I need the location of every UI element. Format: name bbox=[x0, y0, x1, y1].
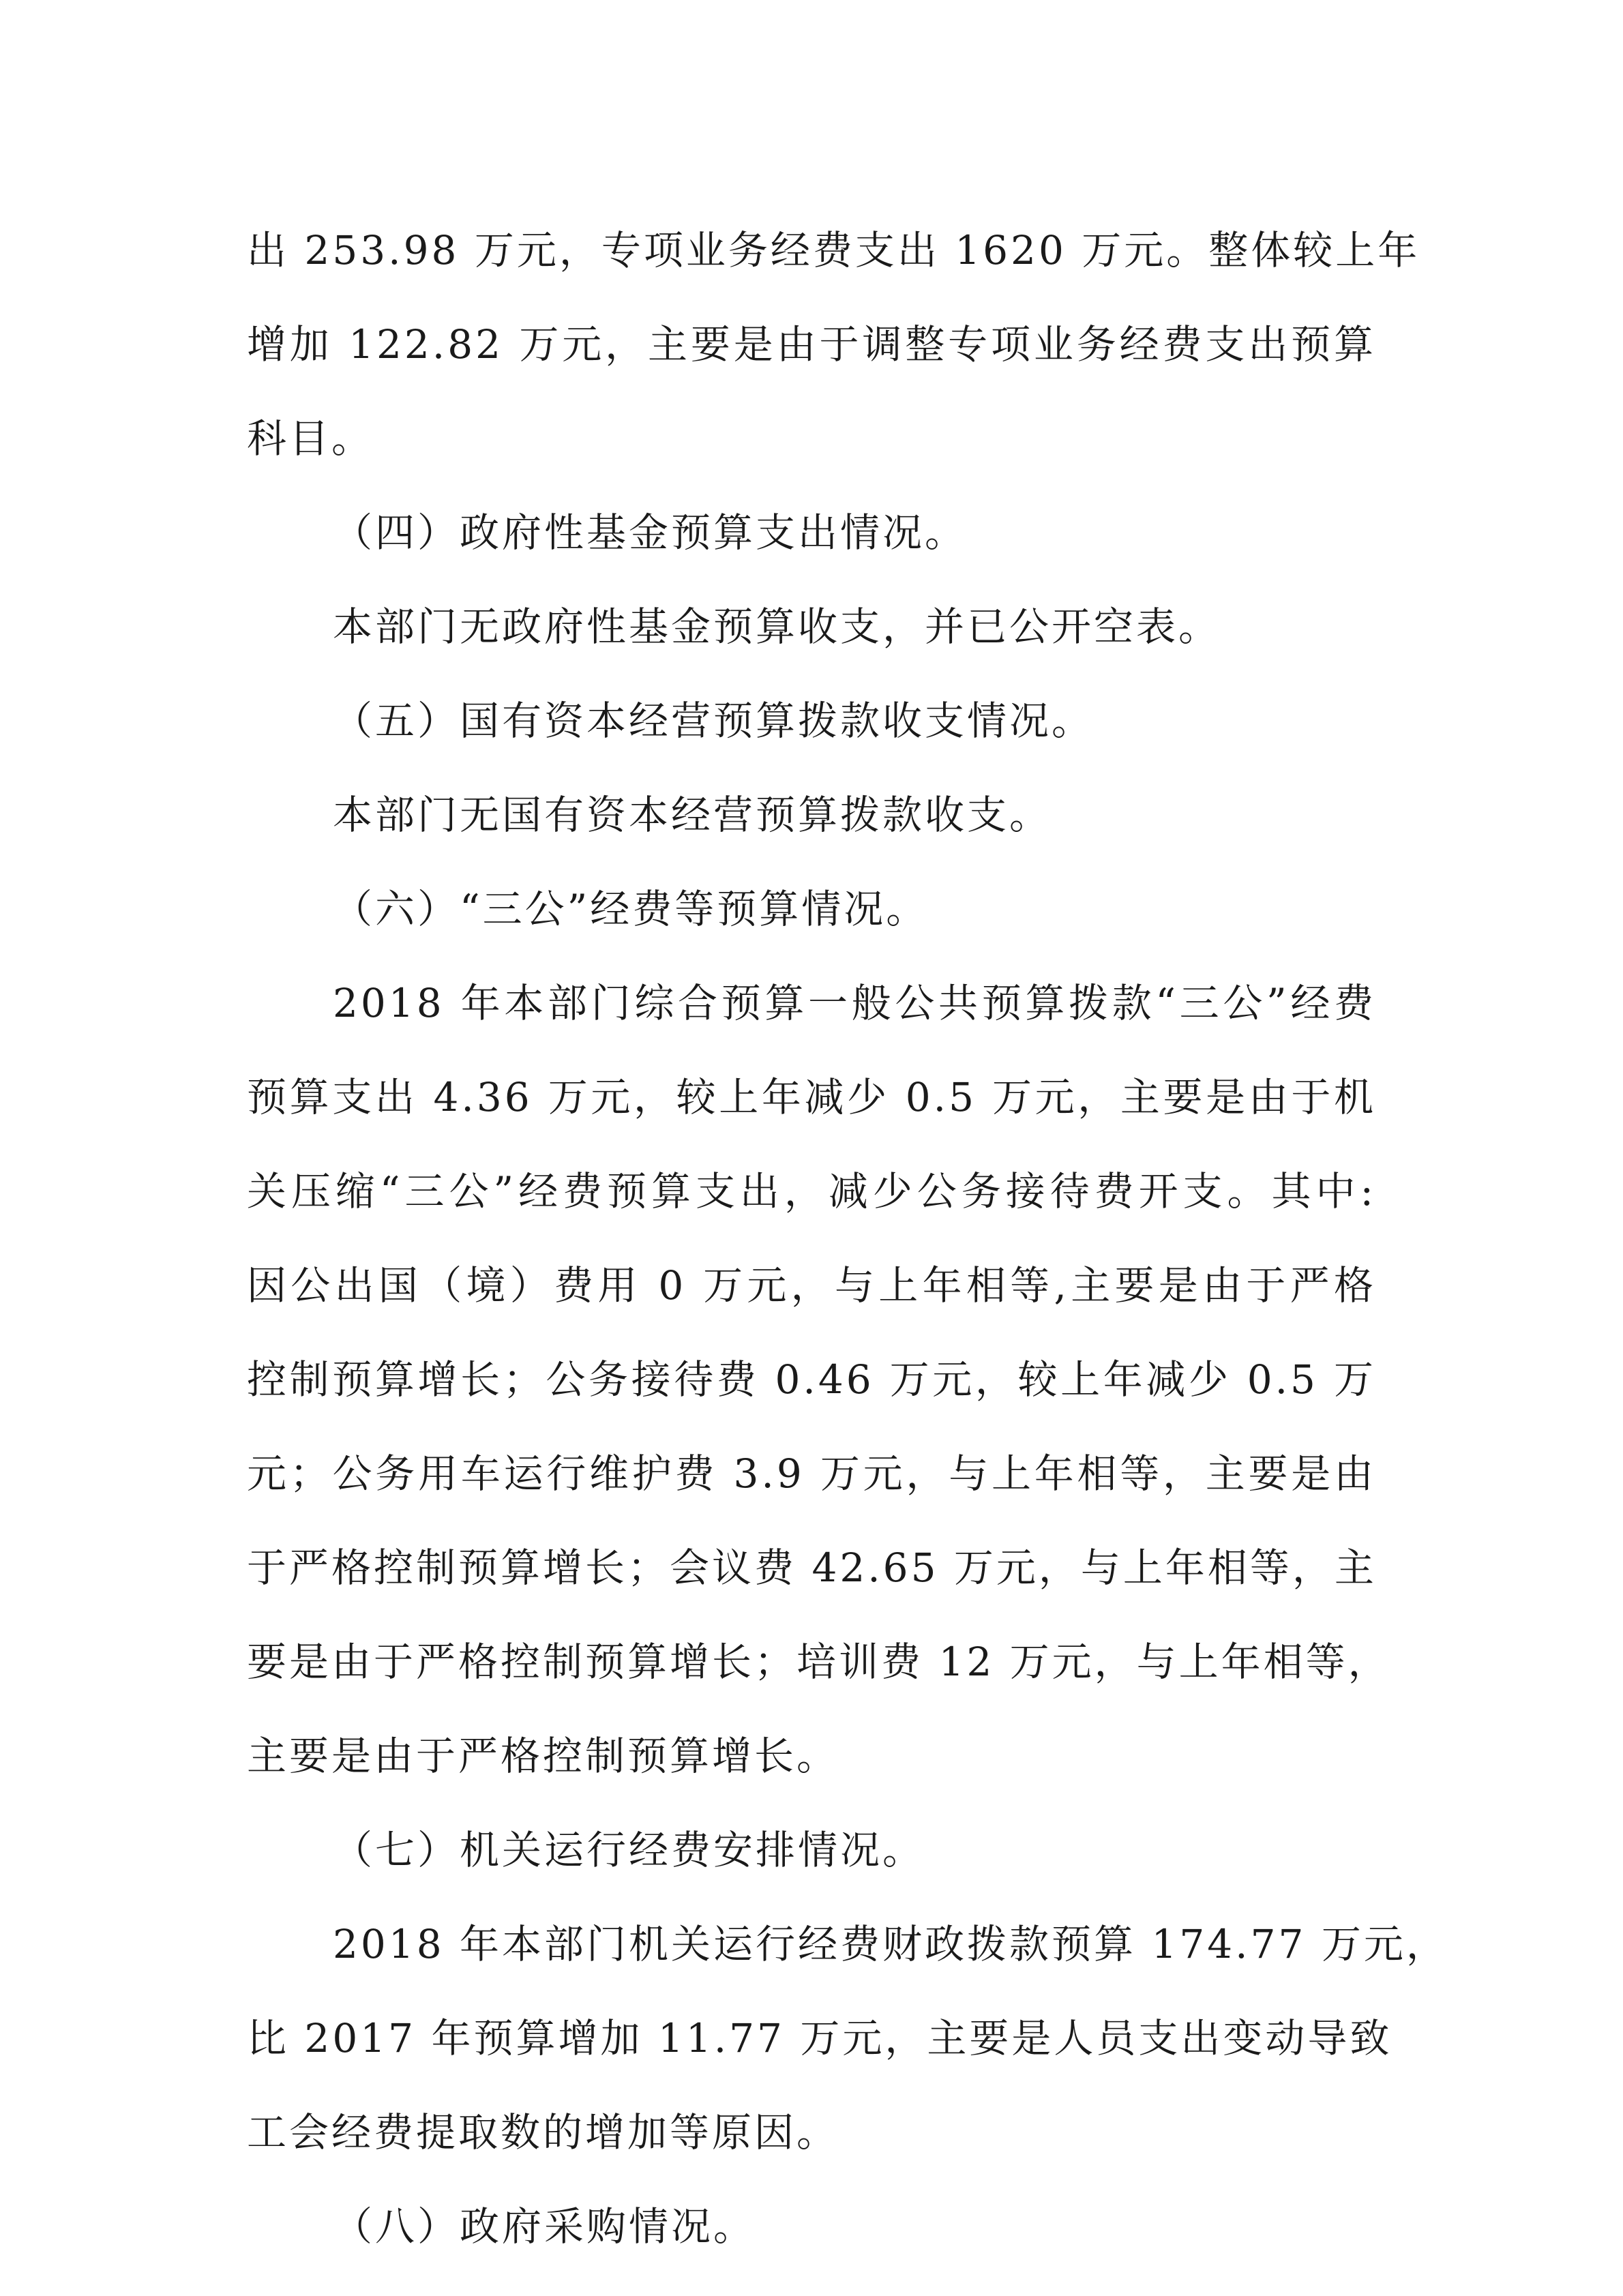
text-line: 工会经费提取数的增加等原因。 bbox=[247, 2109, 839, 2156]
text-line: 预算支出 4.36 万元，较上年减少 0.5 万元，主要是由于机 bbox=[247, 1074, 1376, 1120]
text-line: 比 2017 年预算增加 11.77 万元，主要是人员支出变动导致 bbox=[247, 2015, 1393, 2061]
section-heading: （七）机关运行经费安排情况。 bbox=[333, 1827, 925, 1873]
text-line: 本部门无国有资本经营预算拨款收支。 bbox=[333, 792, 1052, 838]
text-line: 2018 年本部门机关运行经费财政拨款预算 174.77 万元， bbox=[333, 1921, 1448, 1967]
text-line: 要是由于严格控制预算增长；培训费 12 万元，与上年相等， bbox=[247, 1639, 1390, 1685]
text-line: 元；公务用车运行维护费 3.9 万元，与上年相等，主要是由 bbox=[247, 1450, 1376, 1497]
text-line: 于严格控制预算增长；会议费 42.65 万元，与上年相等，主 bbox=[247, 1545, 1377, 1591]
text-line: 增加 122.82 万元，主要是由于调整专项业务经费支出预算 bbox=[247, 321, 1376, 368]
text-line: 关压缩“三公”经费预算支出，减少公务接待费开支。其中: bbox=[247, 1168, 1376, 1214]
text-line: 因公出国（境）费用 0 万元，与上年相等,主要是由于严格 bbox=[247, 1262, 1376, 1309]
document-body bbox=[247, 203, 1448, 2273]
text-line: 2018 年本部门综合预算一般公共预算拨款“三公”经费 bbox=[333, 980, 1376, 1026]
section-heading: （六）“三公”经费等预算情况。 bbox=[333, 886, 929, 932]
section-heading: （五）国有资本经营预算拨款收支情况。 bbox=[333, 698, 1095, 744]
text-line: 主要是由于严格控制预算增长。 bbox=[247, 1733, 839, 1779]
text-line: 科目。 bbox=[247, 415, 374, 462]
text-line: 本部门无政府性基金预算收支，并已公开空表。 bbox=[333, 603, 1221, 650]
section-heading: （八）政府采购情况。 bbox=[333, 2203, 756, 2250]
section-heading: （四）政府性基金预算支出情况。 bbox=[333, 509, 968, 556]
text-line: 控制预算增长；公务接待费 0.46 万元，较上年减少 0.5 万 bbox=[247, 1356, 1376, 1403]
text-line: 出 253.98 万元，专项业务经费支出 1620 万元。整体较上年 bbox=[247, 227, 1420, 273]
